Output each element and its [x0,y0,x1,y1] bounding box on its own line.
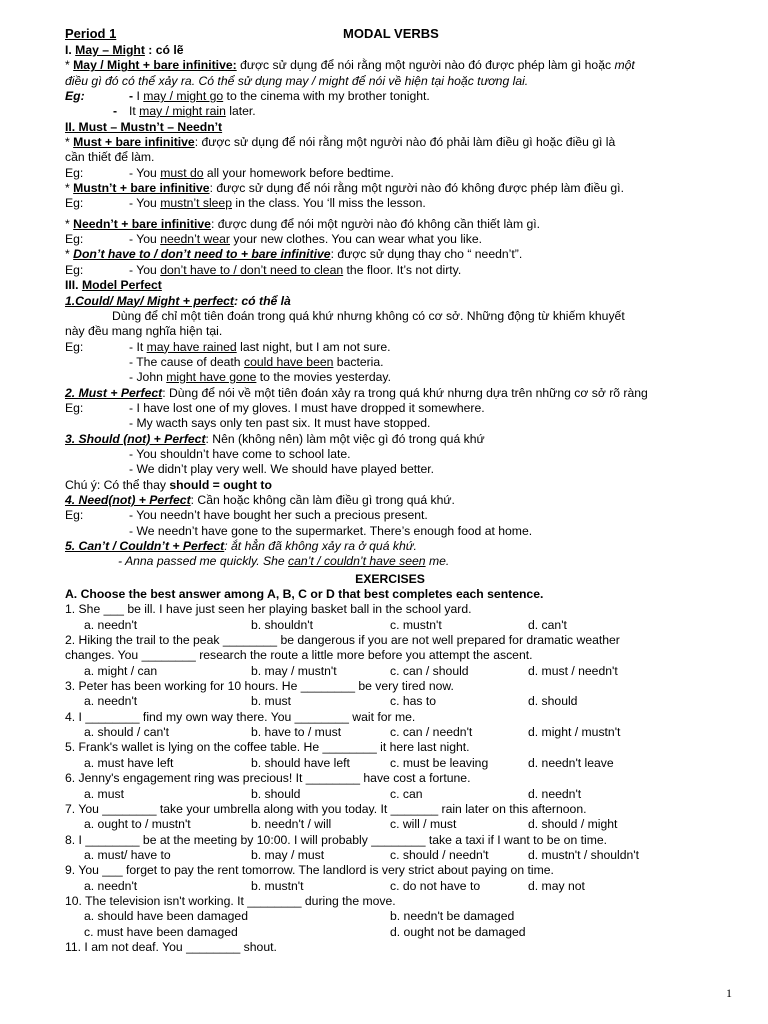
question-1: 1. She ___ be ill. I have just seen her playing basket ball in the school yard. [65,602,472,617]
option-b: b. should [251,786,301,801]
exercises-heading: EXERCISES [355,571,425,586]
option-b: b. should have left [251,755,350,770]
option-a: a. should / can't [84,725,169,740]
question-10-options-cd [65,925,715,940]
option-a: a. should have been damaged [84,909,248,924]
note-ought-to: Chú ý: Có thể thay should = ought to [65,477,272,492]
option-d: d. may not [528,878,585,893]
example-must-perfect-1: Eg: - I have lost one of my gloves. I must have dropped it somewhere. [65,400,485,415]
rule-may-might-cont: điều gì đó có thể xảy ra. Có thể sử dụng may / might để nói về hiện tại hoặc tương lai. [65,73,529,88]
option-a: a. must [84,786,124,801]
example-must-perfect-2: - My wacth says only ten past six. It must have stopped. [129,416,431,431]
worksheet-page [65,26,715,955]
option-b: b. needn't be damaged [390,909,515,924]
question-3-options [65,694,715,709]
question-2: 2. Hiking the trail to the peak ________ be dangerous if you are not well prepared for dramatic weather [65,633,620,648]
question-9: 9. You ___ forget to pay the rent tomorrow. The landlord is very strict about paying on time. [65,863,554,878]
example-neednt: Eg: - You needn’t wear your new clothes. You can wear what you like. [65,232,483,247]
rule-should-perfect: 3. Should (not) + Perfect: Nên (không nên) làm một việc gì đó trong quá khứ [65,431,485,446]
section-3-heading: III. Model Perfect [65,278,162,293]
option-a: a. might / can [84,663,158,678]
option-d: d. needn't leave [528,755,614,770]
rule-may-might: * May / Might + bare infinitive: được sử dụng để nói rằng một người nào đó được phép làm gì hoặc một [65,58,635,73]
rule-must-cont: cần thiết để làm. [65,150,155,165]
option-b: b. mustn't [251,878,304,893]
option-b: b. must [251,694,291,709]
question-3: 3. Peter has been working for 10 hours. He ________ be very tired now. [65,679,454,694]
option-a: a. needn't [84,694,138,709]
option-d: d. should [528,694,578,709]
question-6: 6. Jenny's engagement ring was precious! It ________ have cost a fortune. [65,771,471,786]
example-should-perfect-1: - You shouldn’t have come to school late. [129,446,351,461]
exercise-instruction: A. Choose the best answer among A, B, C or D that best completes each sentence. [65,587,544,602]
option-d: d. mustn't / shouldn't [528,847,640,862]
question-4: 4. I ________ find my own way there. You ________ wait for me. [65,709,416,724]
option-a: a. ought to / mustn't [84,817,191,832]
rule-must: * Must + bare infinitive: được sử dụng để nói rằng một người nào đó phải làm điều gì hoặc điều gì là [65,135,616,150]
option-c: c. mustn't [390,617,442,632]
question-8: 8. I ________ be at the meeting by 10:00. I will probably ________ take a taxi if I want to be on time. [65,832,608,847]
page-header [65,26,715,43]
example-perfect-2: - The cause of death could have been bacteria. [129,354,384,369]
question-1-options [65,618,715,633]
option-d: d. might / mustn't [528,725,621,740]
question-5: 5. Frank's wallet is lying on the coffee table. He ________ it here last night. [65,740,470,755]
option-a: a. must have left [84,755,174,770]
option-b: b. may / mustn't [251,663,337,678]
period-label: Period 1 [65,26,117,41]
option-d: d. must / needn't [528,663,618,678]
option-c: c. should / needn't [390,847,489,862]
option-c: c. has to [390,694,437,709]
example-may-1: Eg: - I may / might go to the cinema with my brother tonight. [65,89,430,104]
option-d: d. can't [528,617,567,632]
question-2-cont: changes. You ________ research the route a little more before you attempt the ascent. [65,648,533,663]
option-b: b. have to / must [251,725,342,740]
rule-could-may-might-perfect: 1.Could/ May/ Might + perfect: có thể là [65,293,291,308]
option-c: c. do not have to [390,878,481,893]
option-c: c. can / needn't [390,725,473,740]
option-d: d. needn't [528,786,582,801]
example-perfect-1: Eg: - It may have rained last night, but I am not sure. [65,339,391,354]
question-2-options [65,664,715,679]
example-need-perfect-1: Eg: - You needn’t have bought her such a precious present. [65,508,428,523]
option-a: a. must/ have to [84,847,171,862]
example-should-perfect-2: - We didn’t play very well. We should have played better. [129,462,435,477]
option-d: d. should / might [528,817,618,832]
question-10: 10. The television isn't working. It ________ during the move. [65,893,396,908]
example-may-2: - It may / might rain later. [112,104,256,119]
example-dont-have-to: Eg: - You don’t have to / don’t need to clean the floor. It’s not dirty. [65,262,462,277]
option-b: b. shouldn't [251,617,313,632]
question-4-options [65,725,715,740]
option-c: c. must be leaving [390,755,489,770]
question-5-options [65,756,715,771]
question-8-options [65,848,715,863]
option-c: c. must have been damaged [84,924,238,939]
rule-dont-have-to: * Don’t have to / don’t need to + bare infinitive: được sử dụng thay cho “ needn’t”. [65,247,523,262]
question-6-options [65,787,715,802]
question-11: 11. I am not deaf. You ________ shout. [65,939,277,954]
option-a: a. needn't [84,617,138,632]
option-c: c. will / must [390,817,457,832]
rule-1-desc: Dùng để chỉ một tiên đoán trong quá khứ nhưng không có cơ sở. Những động từ khiếm khuyết [112,308,625,323]
rule-neednt: * Needn’t + bare infinitive: được dung để nói một người nào đó không cần thiết làm gì. [65,216,541,231]
question-7-options [65,817,715,832]
example-perfect-3: - John might have gone to the movies yesterday. [129,370,391,385]
question-7: 7. You ________ take your umbrella along with you today. It _______ rain later on this afternoon. [65,801,587,816]
option-b: b. may / must [251,847,325,862]
option-d: d. ought not be damaged [390,924,526,939]
rule-cant-perfect: 5. Can’t / Couldn’t + Perfect: ắt hẳn đã không xảy ra ở quá khứ. [65,539,417,553]
example-need-perfect-2: - We needn’t have gone to the supermarket. There’s enough food at home. [129,523,533,538]
rule-must-perfect: 2. Must + Perfect: Dùng để nói về một tiên đoán xảy ra trong quá khứ nhưng dựa trên những cơ sở rõ ràng [65,385,648,400]
page-number: 1 [726,986,732,1000]
rule-mustnt: * Mustn’t + bare infinitive: được sử dụng để nói rằng một người nào đó không được phép làm điều gì. [65,181,624,196]
page-title: MODAL VERBS [343,26,439,41]
rule-need-perfect: 4. Need(not) + Perfect: Cần hoặc không cần làm điều gì trong quá khứ. [65,492,455,507]
section-1-heading: I. May – Might : có lẽ [65,43,184,57]
option-c: c. can / should [390,663,469,678]
option-b: b. needn't / will [251,817,332,832]
example-mustnt: Eg: - You mustn’t sleep in the class. You ‘ll miss the lesson. [65,196,426,211]
option-c: c. can [390,786,423,801]
rule-1-desc-cont: này đều mang nghĩa hiện tại. [65,324,223,339]
question-10-options-ab [65,909,715,924]
option-a: a. needn't [84,878,138,893]
question-9-options [65,879,715,894]
section-2-heading: II. Must – Mustn’t – Needn’t [65,119,223,134]
example-cant-perfect: - Anna passed me quickly. She can’t / couldn’t have seen me. [118,554,450,569]
example-must: Eg: - You must do all your homework before bedtime. [65,165,394,180]
